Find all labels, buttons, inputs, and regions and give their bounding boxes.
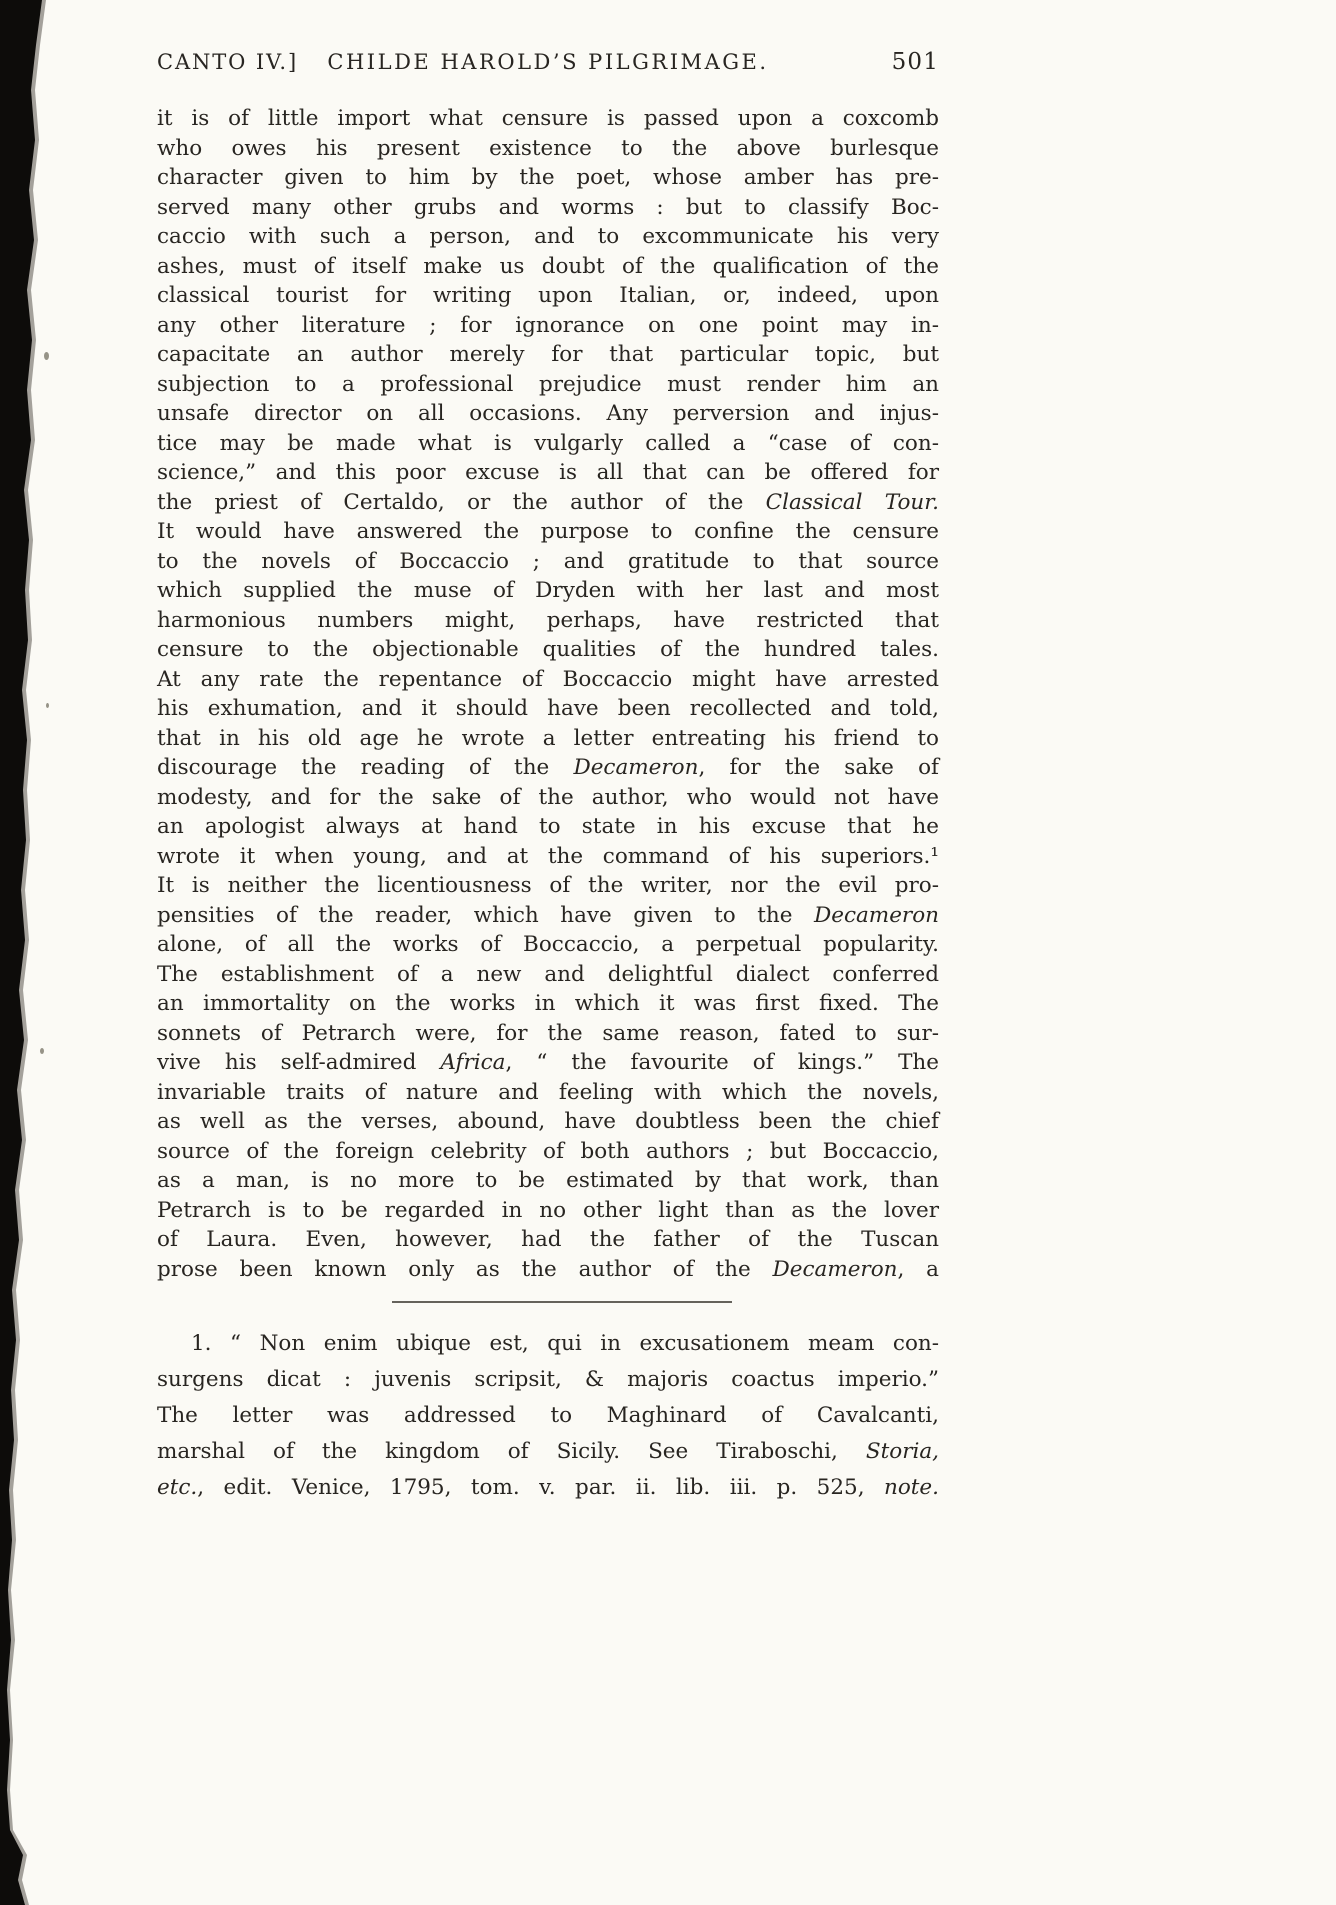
text-line xyxy=(157,783,939,813)
text-line xyxy=(157,1225,939,1255)
italic-text-segment: Classical Tour. xyxy=(765,489,939,515)
text-line xyxy=(157,1137,939,1167)
text-segment: an apologist always at hand to state in his excuse that he xyxy=(157,814,939,839)
text-line xyxy=(157,517,939,547)
text-segment: capacitate an author merely for that particular topic, but xyxy=(157,342,939,367)
text-segment: as a man, is no more to be estimated by that work, than xyxy=(157,1168,939,1193)
text-segment: of Laura. Even, however, had the father of the Tuscan xyxy=(157,1227,939,1252)
text-segment: prose been known only as the author of the xyxy=(157,1256,773,1282)
page-number: 501 xyxy=(891,49,939,75)
text-line xyxy=(157,606,939,636)
italic-text-segment: Decameron xyxy=(573,755,699,780)
text-segment: alone, of all the works of Boccaccio, a perpetual popularity. xyxy=(157,932,939,957)
text-segment: to the novels of Boccaccio ; and gratitude to that source xyxy=(157,548,939,574)
text-line xyxy=(157,724,939,754)
text-line xyxy=(157,1078,939,1108)
text-line xyxy=(157,547,939,577)
text-segment: invariable traits of nature and feeling with which the novels, xyxy=(157,1079,939,1105)
text-line xyxy=(157,1196,939,1226)
text-segment: character given to him by the poet, whose amber has pre- xyxy=(157,165,939,190)
canto-label: CANTO IV.] xyxy=(157,50,299,74)
scan-artifact xyxy=(46,703,49,708)
italic-text-segment: etc. xyxy=(157,1475,198,1500)
text-line xyxy=(157,842,939,872)
text-segment: It would have answered the purpose to confine the censure xyxy=(157,519,939,544)
italic-text-segment: Decameron xyxy=(772,1256,898,1282)
text-segment: tice may be made what is vulgarly called a “case of con- xyxy=(157,430,939,456)
text-segment: his exhumation, and it should have been recollected and told, xyxy=(157,696,939,721)
text-line xyxy=(157,1434,939,1470)
text-segment: wrote it when young, and at the command of his superiors.¹ xyxy=(157,843,939,869)
text-line xyxy=(157,193,939,223)
text-line xyxy=(157,163,939,193)
text-segment: that in his old age he wrote a letter entreating his friend to xyxy=(157,725,939,751)
text-line xyxy=(157,1398,939,1434)
italic-text-segment: Decameron xyxy=(813,902,939,928)
text-segment: vive his self-admired xyxy=(157,1050,441,1075)
text-line xyxy=(157,1107,939,1137)
text-line xyxy=(157,1019,939,1049)
text-segment: Petrarch is to be regarded in no other light than as the lover xyxy=(157,1197,939,1223)
text-segment: sonnets of Petrarch were, for the same reason, fated to sur- xyxy=(157,1020,939,1046)
text-segment: It is neither the licentiousness of the writer, nor the evil pro- xyxy=(157,873,939,898)
text-segment: censure to the objectionable qualities of the hundred tales. xyxy=(157,637,939,662)
text-segment: discourage the reading of the xyxy=(157,755,574,780)
text-segment: unsafe director on all occasions. Any perversion and injus- xyxy=(157,401,939,426)
text-line xyxy=(157,399,939,429)
text-segment: ashes, must of itself make us doubt of the qualification of the xyxy=(157,253,939,279)
text-line xyxy=(157,1470,939,1506)
text-segment: modesty, and for the sake of the author, who would not have xyxy=(157,784,939,810)
scan-artifact xyxy=(44,352,49,360)
footnote xyxy=(157,1326,939,1506)
text-line xyxy=(157,960,939,990)
text-segment: the priest of Certaldo, or the author of the xyxy=(157,489,766,515)
text-line xyxy=(157,429,939,459)
text-segment: which supplied the muse of Dryden with her last and most xyxy=(157,578,939,603)
text-segment: The letter was addressed to Maghinard of Cavalcanti, xyxy=(157,1403,939,1428)
text-line xyxy=(157,488,939,518)
text-line xyxy=(157,1326,939,1362)
text-line xyxy=(157,812,939,842)
scan-binding-edge xyxy=(0,0,60,1905)
text-segment: any other literature ; for ignorance on one point may in- xyxy=(157,312,939,338)
text-line xyxy=(157,252,939,282)
running-title: CHILDE HAROLD’S PILGRIMAGE. xyxy=(327,50,769,74)
text-segment: At any rate the repentance of Boccaccio might have arrested xyxy=(157,666,939,692)
text-segment: harmonious numbers might, perhaps, have restricted that xyxy=(157,607,939,633)
text-segment: source of the foreign celebrity of both authors ; but Boccaccio, xyxy=(157,1138,939,1164)
text-segment: , for the sake of xyxy=(698,755,939,780)
text-line xyxy=(157,1255,939,1285)
scan-artifact xyxy=(40,1048,44,1054)
text-segment: it is of little import what censure is passed upon a coxcomb xyxy=(157,106,939,131)
text-segment: subjection to a professional prejudice must render him an xyxy=(157,371,939,397)
text-line xyxy=(157,370,939,400)
text-segment: served many other grubs and worms : but to classify Boc- xyxy=(157,194,939,220)
text-line xyxy=(157,104,939,134)
italic-text-segment: note. xyxy=(884,1475,939,1500)
page-header xyxy=(157,50,939,80)
text-line xyxy=(157,694,939,724)
text-line xyxy=(157,901,939,931)
text-segment: classical tourist for writing upon Italian, or, indeed, upon xyxy=(157,283,939,308)
text-line xyxy=(157,134,939,164)
text-segment: , a xyxy=(897,1256,939,1282)
text-line xyxy=(157,1362,939,1398)
text-segment: caccio with such a person, and to excommunicate his very xyxy=(157,224,939,249)
text-line xyxy=(157,222,939,252)
body-text xyxy=(157,104,939,1284)
text-line xyxy=(157,311,939,341)
text-line xyxy=(157,665,939,695)
text-line xyxy=(157,458,939,488)
text-segment: surgens dicat : juvenis scripsit, & majoris coactus imperio.” xyxy=(157,1367,939,1392)
italic-text-segment: Africa xyxy=(440,1050,506,1075)
text-line xyxy=(157,1048,939,1078)
text-line xyxy=(157,989,939,1019)
text-segment: The establishment of a new and delightful dialect conferred xyxy=(157,961,939,987)
text-line xyxy=(157,281,939,311)
text-line xyxy=(157,871,939,901)
text-line xyxy=(157,340,939,370)
text-line xyxy=(157,930,939,960)
text-segment: science,” and this poor excuse is all that can be offered for xyxy=(157,460,939,485)
text-segment: as well as the verses, abound, have doubtless been the chief xyxy=(157,1109,939,1134)
text-segment: marshal of the kingdom of Sicily. See Tiraboschi, xyxy=(157,1439,866,1464)
italic-text-segment: Storia, xyxy=(865,1439,939,1464)
text-segment: who owes his present existence to the above burlesque xyxy=(157,135,939,161)
text-line xyxy=(157,1166,939,1196)
text-line xyxy=(157,753,939,783)
footnote-separator xyxy=(392,1301,732,1303)
text-segment: , edit. Venice, 1795, tom. v. par. ii. lib. iii. p. 525, xyxy=(197,1475,884,1500)
text-segment: pensities of the reader, which have given to the xyxy=(157,902,814,928)
text-segment: 1. “ Non enim ubique est, qui in excusationem meam con- xyxy=(191,1331,939,1356)
text-segment: , “ the favourite of kings.” The xyxy=(505,1050,939,1075)
text-line xyxy=(157,635,939,665)
text-line xyxy=(157,576,939,606)
text-segment: an immortality on the works in which it was first fixed. The xyxy=(157,991,939,1016)
